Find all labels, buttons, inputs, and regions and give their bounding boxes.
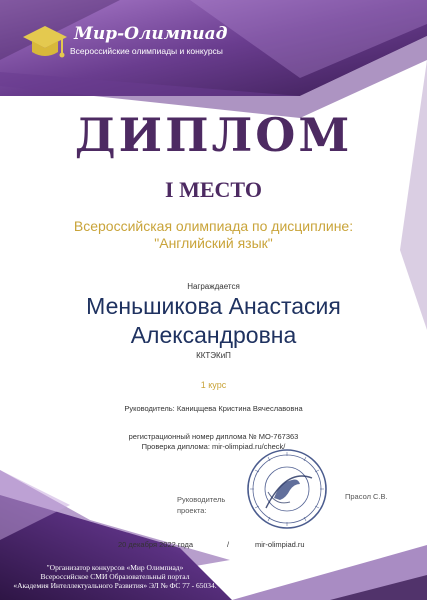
logo-subtitle: Всероссийские олимпиады и конкурсы xyxy=(70,46,223,56)
recipient-name-line2: Александровна xyxy=(130,322,297,348)
site-link[interactable]: mir-olimpiad.ru xyxy=(255,540,305,549)
registration-block xyxy=(0,432,427,452)
discipline-line: Всероссийская олимпиада по дисциплине: xyxy=(73,218,354,234)
footer-line3: «Академия Интеллектуального Развития» ЭЛ № ФС 77 - 65034. xyxy=(13,581,217,590)
footer-line2: Всероссийское СМИ Образовательный портал xyxy=(40,572,190,581)
logo-name: Мир-Олимпиад xyxy=(74,24,228,44)
leader-line: Руководитель: Каницщева Кристина Вячеславовна xyxy=(124,404,303,413)
check-link: Проверка диплома: mir-olimpiad.ru/check/ xyxy=(141,442,286,451)
project-leader-label-line2: проекта: xyxy=(177,506,207,515)
site-logo xyxy=(22,22,262,66)
round-seal-icon xyxy=(246,448,328,530)
course-label: 1 курс xyxy=(200,380,227,390)
awarded-label: Награждается xyxy=(187,282,240,291)
issue-date: 20 декабря 2022 года xyxy=(118,540,194,549)
project-leader-label xyxy=(177,494,225,516)
discipline-name: "Английский язык" xyxy=(154,235,273,251)
registration-number: регистрационный номер диплома № МО-767363 xyxy=(128,432,299,441)
separator: / xyxy=(227,540,230,549)
place-label: I МЕСТО xyxy=(165,177,262,202)
graduation-cap-icon xyxy=(22,24,68,62)
signer-name: Прасол С.В. xyxy=(345,492,388,501)
diploma-title: ДИПЛОМ xyxy=(74,108,353,162)
discipline-block xyxy=(0,218,427,252)
footer-organizer xyxy=(0,563,230,590)
organization: ККТЭКиП xyxy=(196,351,231,360)
project-leader-label-line1: Руководитель xyxy=(177,495,226,504)
footer-line1: "Организатор конкурсов «Мир Олимпиад» xyxy=(46,563,184,572)
recipient-name xyxy=(0,292,427,350)
recipient-name-line1: Меньшикова Анастасия xyxy=(86,293,341,319)
